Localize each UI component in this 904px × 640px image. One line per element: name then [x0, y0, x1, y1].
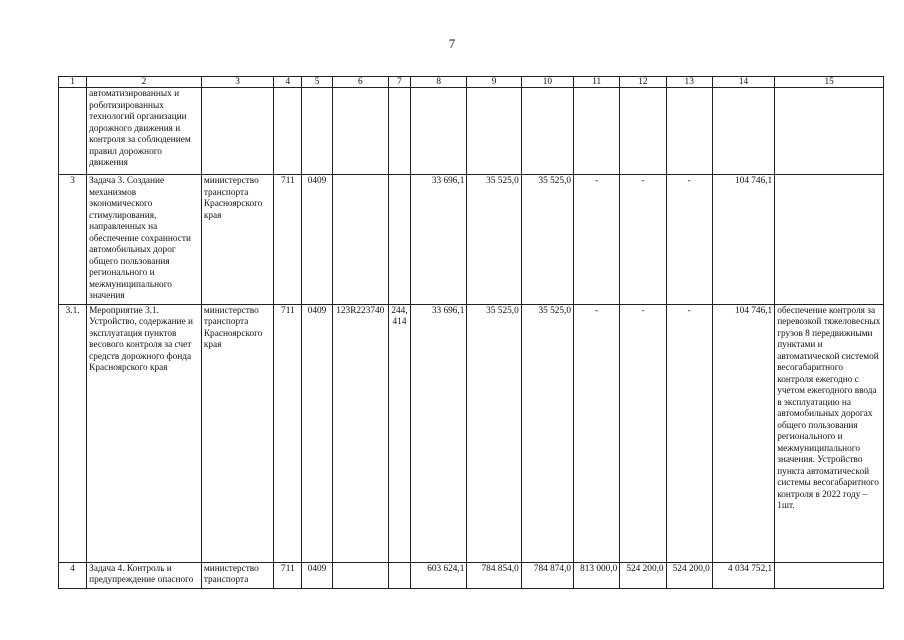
table-row — [59, 88, 884, 175]
row-result — [775, 562, 884, 588]
column-number: 12 — [620, 77, 666, 88]
page-number: 7 — [448, 36, 456, 51]
column-number: 3 — [201, 77, 273, 88]
row-result — [775, 175, 884, 305]
row-name: Мероприятие 3.1. Устройство, содержание и эксплуатация пунктов весового контроля за счет средств дорожного фонда Красноярского края — [87, 304, 202, 562]
row-c8 — [411, 88, 467, 175]
table-row — [59, 562, 884, 588]
row-c5: 0409 — [302, 175, 332, 305]
column-number: 2 — [87, 77, 202, 88]
column-number: 15 — [775, 77, 884, 88]
column-number: 4 — [274, 77, 302, 88]
row-c7 — [388, 175, 410, 305]
row-c13: - — [666, 304, 712, 562]
table-row — [59, 175, 884, 305]
row-c13 — [666, 88, 712, 175]
row-number: 4 — [59, 562, 87, 588]
row-name: автоматизированных и роботизированных технологий организации дорожного движения и контроля за соблюдением правил дорожного движения — [87, 88, 202, 175]
row-name: Задача 3. Создание механизмов экономического стимулирования, направленных на обеспечение сохранности автомобильных дорог общего пользования регионального и межмуниципального значения — [87, 175, 202, 305]
row-c8: 33 696,1 — [411, 175, 467, 305]
column-number: 1 — [59, 77, 87, 88]
row-result — [775, 88, 884, 175]
row-c8: 33 696,1 — [411, 304, 467, 562]
row-c10: 35 525,0 — [521, 175, 573, 305]
row-c11: - — [574, 175, 620, 305]
row-c12: 524 200,0 — [620, 562, 666, 588]
column-numbers-row — [59, 77, 884, 88]
row-c7: 244, 414 — [388, 304, 410, 562]
row-org: министерство транспорта — [201, 562, 273, 588]
row-c12 — [620, 88, 666, 175]
row-c10 — [521, 88, 573, 175]
row-c5: 0409 — [302, 562, 332, 588]
row-c7 — [388, 562, 410, 588]
row-number — [59, 88, 87, 175]
row-c11: 813 000,0 — [574, 562, 620, 588]
row-c11 — [574, 88, 620, 175]
row-org: министерство транспорта Красноярского края — [201, 175, 273, 305]
column-number: 10 — [521, 77, 573, 88]
row-c7 — [388, 88, 410, 175]
row-c9 — [467, 88, 521, 175]
row-c4: 711 — [274, 175, 302, 305]
row-c4: 711 — [274, 562, 302, 588]
row-number: 3 — [59, 175, 87, 305]
column-number: 11 — [574, 77, 620, 88]
row-c9: 784 854,0 — [467, 562, 521, 588]
row-c13: - — [666, 175, 712, 305]
row-c6 — [332, 175, 388, 305]
row-c8: 603 624,1 — [411, 562, 467, 588]
row-c11: - — [574, 304, 620, 562]
table-row — [59, 304, 884, 562]
row-c9: 35 525,0 — [467, 175, 521, 305]
row-c4: 711 — [274, 304, 302, 562]
column-number: 13 — [666, 77, 712, 88]
program-table — [58, 76, 884, 589]
row-c10: 784 874,0 — [521, 562, 573, 588]
row-number: 3.1. — [59, 304, 87, 562]
row-c6: 123R223740 — [332, 304, 388, 562]
row-org — [201, 88, 273, 175]
row-c14: 104 746,1 — [712, 304, 774, 562]
row-c10: 35 525,0 — [521, 304, 573, 562]
row-name: Задача 4. Контроль и предупреждение опасного — [87, 562, 202, 588]
row-c6 — [332, 562, 388, 588]
row-c14: 4 034 752,1 — [712, 562, 774, 588]
column-number: 5 — [302, 77, 332, 88]
row-c9: 35 525,0 — [467, 304, 521, 562]
row-org: министерство транспорта Красноярского края — [201, 304, 273, 562]
row-c12: - — [620, 175, 666, 305]
row-c14: 104 746,1 — [712, 175, 774, 305]
row-c6 — [332, 88, 388, 175]
row-result: обеспечение контроля за перевозкой тяжеловесных грузов 8 передвижными пунктами и автоматической системой весогабаритного контроля ежегодно с учетом ежегодного ввода в эксплуатацию на автомобильных дорогах общего пользования регионального и межмуниципального значения. Устройство пункта автоматической системы весогабаритного контроля в 2022 году – 1шт. — [775, 304, 884, 562]
column-number: 14 — [712, 77, 774, 88]
row-c14 — [712, 88, 774, 175]
row-c12: - — [620, 304, 666, 562]
column-number: 6 — [332, 77, 388, 88]
column-number: 9 — [467, 77, 521, 88]
row-c5 — [302, 88, 332, 175]
row-c4 — [274, 88, 302, 175]
row-c5: 0409 — [302, 304, 332, 562]
column-number: 8 — [411, 77, 467, 88]
column-number: 7 — [388, 77, 410, 88]
row-c13: 524 200,0 — [666, 562, 712, 588]
